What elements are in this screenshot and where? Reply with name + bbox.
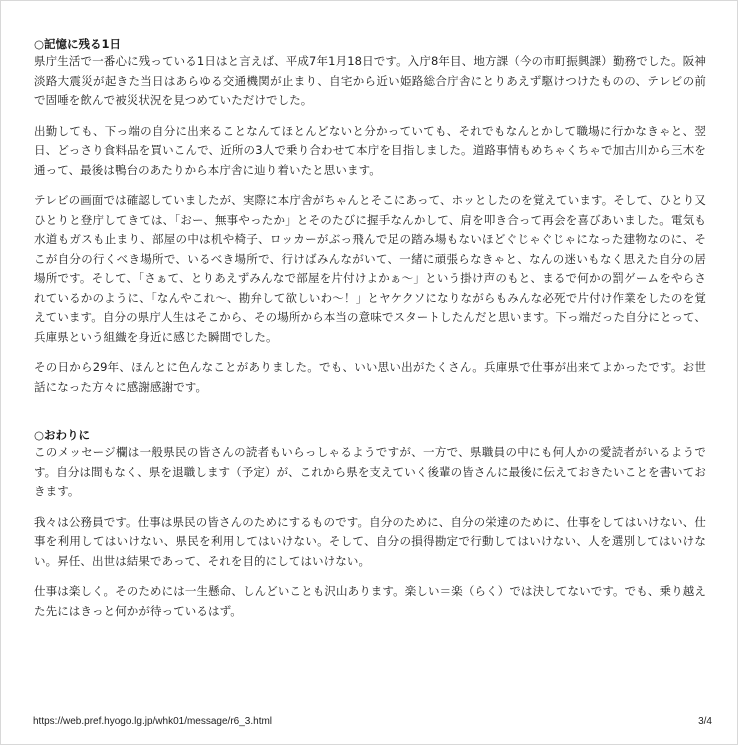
paragraph: このメッセージ欄は一般県民の皆さんの読者もいらっしゃるようですが、一方で、県職員の中にも何人かの愛読者がいるようです。自分は間もなく、県を退職します（予定）が、これから県を支えていく後輩の皆さんに最後に伝えておきたいことを書いておきます。 bbox=[34, 445, 706, 498]
section-memorable-day bbox=[34, 36, 706, 397]
section-heading: ○おわりに bbox=[34, 428, 91, 442]
paragraph: 出勤しても、下っ端の自分に出来ることなんてほとんどないと分かっていても、それでもなんとかして職場に行かなきゃと、翌日、どっさり食料品を買いこんで、近所の3人で乗り合わせて本庁を目指しました。道路事情もめちゃくちゃで加古川から三木を通って、最後は鴨台のあたりから本庁舎に辿り着いたと思います。 bbox=[34, 123, 706, 177]
paragraph: 県庁生活で一番心に残っている1日はと言えば、平成7年1月18日です。入庁8年目、地方課（今の市町振興課）勤務でした。阪神淡路大震災が起きた当日はあらゆる交通機関が止まり、自宅から近い姫路総合庁舎にとりあえず駆けつけたものの、テレビの前で固唾を飲んで被災状況を見つめていただけでした。 bbox=[34, 54, 706, 107]
paragraph: テレビの画面では確認していましたが、実際に本庁舎がちゃんとそこにあって、ホッとしたのを覚えています。そして、ひとり又ひとりと登庁してきては、「おー、無事やったか」とそのたびに握手なんかして、肩を叩き合って再会を喜びあいました。電気も水道もガスも止まり、部屋の中は机や椅子、ロッカーがぶっ飛んで足の踏み場もないほどぐじゃぐじゃになった建物なのに、そこが自分の行くべき場所で、いるべき場所で、行けばみんながいて、一緒に頑張らなきゃと、なんの迷いもなく思えた自分の居場所です。そして、「さぁて、とりあえずみんなで部屋を片付けよかぁ〜」という掛け声のもと、まるで何かの罰ゲームをやらされているかのように、「なんやこれ〜、勘弁して欲しいわ〜！」とヤケクソになりながらもみんな必死で片付け作業をしたのを覚えています。自分の県庁人生はそこから、その場所から本当の意味でスタートしたんだと思います。下っ端だった自分にとって、兵庫県という組織を身近に感じた瞬間でした。 bbox=[34, 193, 706, 344]
page-number: 3/4 bbox=[698, 716, 712, 727]
section-heading: ○記憶に残る1日 bbox=[34, 37, 122, 51]
document-body bbox=[34, 36, 706, 632]
paragraph: 我々は公務員です。仕事は県民の皆さんのためにするものです。自分のために、自分の栄達のために、仕事をしてはいけない、仕事を利用してはいけない、県民を利用してはいけない。そして、自分の損得勘定で行動してはいけない、人を選別してはいけない。昇任、出世は結果であって、それを目的にしてはいけない。 bbox=[34, 514, 706, 568]
section-closing bbox=[34, 427, 706, 621]
paragraph: その日から29年、ほんとに色んなことがありました。でも、いい思い出がたくさん。兵庫県で仕事が出来てよかったです。お世話になった方々に感謝感謝です。 bbox=[34, 360, 706, 394]
paragraph: 仕事は楽しく。そのためには一生懸命、しんどいことも沢山あります。楽しい＝楽（らく）では決してないです。でも、乗り越えた先にはきっと何かが待っているはず。 bbox=[34, 584, 706, 618]
footer-url: https://web.pref.hyogo.lg.jp/whk01/message/r6_3.html bbox=[33, 716, 273, 727]
